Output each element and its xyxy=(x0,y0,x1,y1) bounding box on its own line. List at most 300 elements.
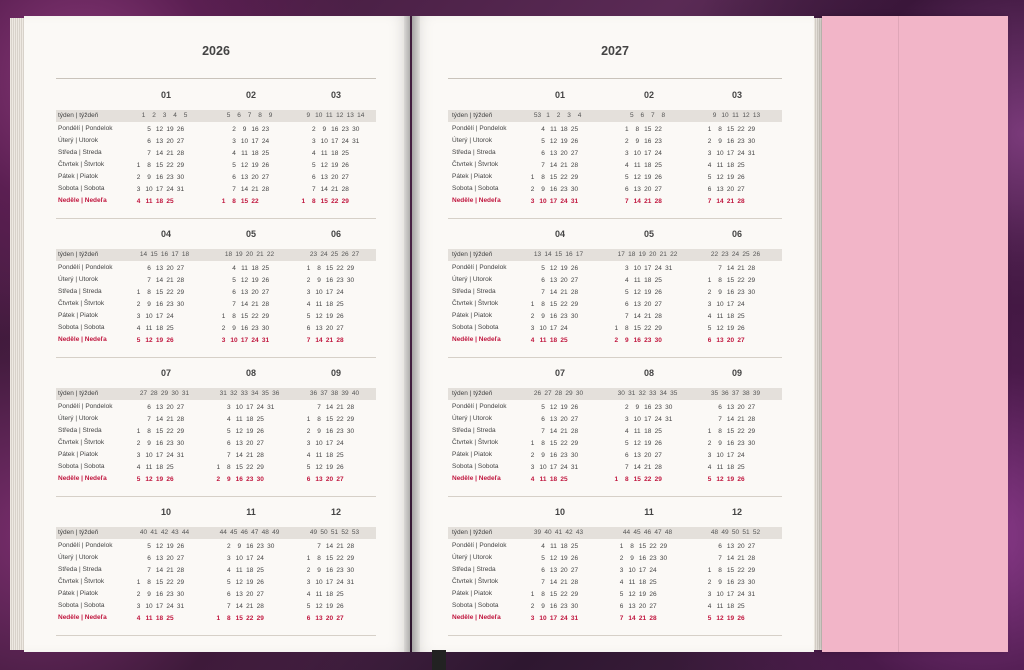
calendar-date: 8 xyxy=(317,265,321,272)
calendar-date: 25 xyxy=(737,313,745,320)
calendar-date: 13 xyxy=(628,603,636,610)
calendar-date: 9 xyxy=(147,301,151,308)
calendar-date: 23 xyxy=(251,325,259,332)
calendar-date: 17 xyxy=(726,301,735,308)
calendar-date: 16 xyxy=(246,543,254,550)
calendar-date: 28 xyxy=(176,567,185,574)
calendar-date: 21 xyxy=(737,555,745,562)
calendar-date: 24 xyxy=(166,603,174,610)
week-number: 31 xyxy=(181,390,190,397)
month-title: 05 xyxy=(643,229,654,239)
calendar-date: 23 xyxy=(336,428,344,435)
month-title: 01 xyxy=(160,90,171,100)
calendar-date: 22 xyxy=(737,428,745,435)
calendar-date: 20 xyxy=(644,452,652,459)
week-number: 38 xyxy=(330,390,339,397)
month-title: 07 xyxy=(554,368,565,378)
calendar-date: 25 xyxy=(336,452,344,459)
month-title: 12 xyxy=(330,507,341,517)
calendar-date: 15 xyxy=(155,162,164,169)
calendar-date: 4 xyxy=(311,150,316,157)
calendar-date: 27 xyxy=(341,174,349,181)
calendar-date: 6 xyxy=(232,289,236,296)
calendar-date: 17 xyxy=(638,567,647,574)
sunday-date: 22 xyxy=(331,198,339,205)
calendar-date: 23 xyxy=(166,440,174,447)
calendar-date: 14 xyxy=(726,555,735,562)
calendar-date: 13 xyxy=(240,289,249,296)
calendar-date: 6 xyxy=(707,186,712,193)
calendar-date: 19 xyxy=(560,555,568,562)
sunday-date: 3 xyxy=(530,615,535,622)
calendar-date: 15 xyxy=(325,416,334,423)
month-title: 04 xyxy=(554,229,565,239)
calendar-date: 25 xyxy=(166,325,174,332)
calendar-date: 11 xyxy=(633,277,641,284)
sunday-date: 19 xyxy=(726,476,735,483)
week-number: 14 xyxy=(139,251,148,258)
calendar-date: 17 xyxy=(726,452,735,459)
week-number: 50 xyxy=(320,529,328,536)
calendar-date: 19 xyxy=(166,126,174,133)
day-label: Středa | Streda xyxy=(58,427,102,434)
calendar-date: 17 xyxy=(726,150,735,157)
day-label: Čtvrtek | Štvrtok xyxy=(452,161,499,168)
calendar-date: 31 xyxy=(747,591,756,598)
calendar-date: 3 xyxy=(306,289,311,296)
calendar-date: 9 xyxy=(718,289,722,296)
calendar-date: 11 xyxy=(235,567,243,574)
week-label: týden | týždeň xyxy=(58,251,99,258)
calendar-date: 30 xyxy=(176,440,185,447)
calendar-date: 15 xyxy=(240,313,249,320)
calendar-date: 10 xyxy=(235,404,243,411)
calendar-date: 13 xyxy=(155,138,164,145)
calendar-date: 24 xyxy=(336,289,344,296)
calendar-date: 29 xyxy=(659,543,668,550)
sunday-date: 5 xyxy=(136,476,141,483)
calendar-date: 7 xyxy=(311,186,316,193)
sunday-date: 20 xyxy=(325,615,334,622)
calendar-date: 7 xyxy=(147,150,151,157)
calendar-date: 16 xyxy=(638,555,647,562)
calendar-date: 26 xyxy=(336,313,344,320)
calendar-date: 14 xyxy=(320,186,328,193)
calendar-date: 15 xyxy=(726,126,735,133)
day-label-sunday: Neděle | Nedeľa xyxy=(58,614,107,621)
week-number: 13 xyxy=(533,251,542,258)
calendar-date: 7 xyxy=(541,289,545,296)
week-number: 1 xyxy=(546,112,550,119)
calendar-date: 4 xyxy=(707,162,712,169)
week-number: 1 xyxy=(141,112,146,119)
calendar-date: 18 xyxy=(560,543,568,550)
week-number: 35 xyxy=(710,390,719,397)
calendar-date: 7 xyxy=(624,313,629,320)
calendar-date: 6 xyxy=(541,277,545,284)
calendar-date: 25 xyxy=(737,464,745,471)
week-number: 35 xyxy=(261,390,269,397)
calendar-date: 26 xyxy=(336,603,344,610)
calendar-date: 21 xyxy=(166,150,174,157)
calendar-date: 5 xyxy=(306,603,311,610)
calendar-date: 19 xyxy=(325,464,334,471)
week-number: 19 xyxy=(235,251,243,258)
calendar-date: 2 xyxy=(707,138,712,145)
day-label: Pondělí | Pondelok xyxy=(58,125,113,132)
calendar-date: 15 xyxy=(155,579,164,586)
week-number: 22 xyxy=(266,251,275,258)
month-title: 11 xyxy=(644,507,654,517)
week-number: 9 xyxy=(712,112,717,119)
week-number: 42 xyxy=(160,529,169,536)
calendar-date: 3 xyxy=(624,416,629,423)
sunday-date: 23 xyxy=(246,476,254,483)
month-title: 05 xyxy=(245,229,256,239)
week-number: 45 xyxy=(633,529,641,536)
calendar-date: 9 xyxy=(630,555,634,562)
calendar-date: 24 xyxy=(166,452,174,459)
calendar-date: 26 xyxy=(256,579,264,586)
calendar-date: 11 xyxy=(628,579,636,586)
calendar-date: 20 xyxy=(737,543,745,550)
calendar-date: 2 xyxy=(707,579,712,586)
sunday-date: 14 xyxy=(716,198,724,205)
calendar-date: 27 xyxy=(256,591,264,598)
calendar-date: 5 xyxy=(624,440,629,447)
week-number: 27 xyxy=(351,251,360,258)
calendar-date: 12 xyxy=(633,289,641,296)
day-label: Středa | Streda xyxy=(452,427,496,434)
calendar-date: 28 xyxy=(346,543,355,550)
calendar-date: 27 xyxy=(176,555,185,562)
week-number: 15 xyxy=(150,251,158,258)
calendar-date: 28 xyxy=(176,277,185,284)
calendar-date: 3 xyxy=(306,579,311,586)
sunday-date: 17 xyxy=(549,198,558,205)
calendar-date: 1 xyxy=(221,313,226,320)
day-label: Pondělí | Pondelok xyxy=(452,542,507,549)
calendar-date: 6 xyxy=(624,186,629,193)
sunday-date: 1 xyxy=(614,476,619,483)
sunday-date: 30 xyxy=(654,337,662,344)
calendar-date: 25 xyxy=(737,603,745,610)
calendar-date: 8 xyxy=(630,543,634,550)
calendar-date: 10 xyxy=(539,464,547,471)
week-number: 43 xyxy=(575,529,584,536)
calendar-date: 19 xyxy=(325,603,334,610)
week-number: 8 xyxy=(258,112,262,119)
calendar-date: 6 xyxy=(226,440,231,447)
sunday-date: 21 xyxy=(726,198,735,205)
calendar-date: 25 xyxy=(261,150,270,157)
sunday-date: 25 xyxy=(560,337,568,344)
calendar-date: 17 xyxy=(549,325,558,332)
calendar-date: 3 xyxy=(707,301,712,308)
calendar-date: 10 xyxy=(315,579,323,586)
calendar-date: 7 xyxy=(317,543,321,550)
calendar-date: 5 xyxy=(311,162,316,169)
calendar-date: 13 xyxy=(235,591,243,598)
calendar-date: 1 xyxy=(707,567,712,574)
calendar-date: 12 xyxy=(155,126,164,133)
block-divider xyxy=(448,218,782,219)
calendar-date: 19 xyxy=(246,428,254,435)
calendar-date: 8 xyxy=(718,567,722,574)
calendar-date: 15 xyxy=(549,440,558,447)
calendar-date: 11 xyxy=(633,162,641,169)
sunday-date: 5 xyxy=(707,476,712,483)
calendar-date: 2 xyxy=(136,301,141,308)
calendar-date: 30 xyxy=(570,313,579,320)
sunday-date: 22 xyxy=(246,615,254,622)
sunday-date: 14 xyxy=(628,615,636,622)
week-number: 10 xyxy=(721,112,729,119)
calendar-date: 28 xyxy=(654,313,662,320)
calendar-date: 11 xyxy=(716,464,724,471)
sunday-date: 12 xyxy=(716,615,724,622)
calendar-date: 25 xyxy=(336,301,344,308)
calendar-date: 10 xyxy=(145,186,153,193)
calendar-date: 2 xyxy=(619,555,624,562)
day-label: Pátek | Piatok xyxy=(58,451,98,458)
calendar-date: 24 xyxy=(737,301,745,308)
week-number: 13 xyxy=(346,112,354,119)
calendar-date: 28 xyxy=(747,265,756,272)
calendar-date: 9 xyxy=(541,452,545,459)
calendar-date: 21 xyxy=(251,301,259,308)
day-label: Pátek | Piatok xyxy=(452,312,492,319)
calendar-date: 10 xyxy=(145,452,153,459)
week-number: 31 xyxy=(628,390,636,397)
calendar-date: 16 xyxy=(155,591,164,598)
week-number: 26 xyxy=(341,251,349,258)
calendar-date: 19 xyxy=(644,440,652,447)
sunday-date: 12 xyxy=(145,337,153,344)
calendar-date: 31 xyxy=(176,452,185,459)
calendar-date: 3 xyxy=(311,138,316,145)
calendar-date: 30 xyxy=(747,579,756,586)
calendar-date: 12 xyxy=(235,579,243,586)
calendar-date: 26 xyxy=(654,289,662,296)
week-number: 32 xyxy=(230,390,238,397)
calendar-date: 7 xyxy=(718,416,722,423)
day-label: Pátek | Piatok xyxy=(452,590,492,597)
week-number: 8 xyxy=(661,112,666,119)
calendar-date: 15 xyxy=(726,277,735,284)
sunday-date: 16 xyxy=(235,476,243,483)
calendar-date: 20 xyxy=(560,416,568,423)
calendar-date: 16 xyxy=(644,404,652,411)
sunday-date: 26 xyxy=(166,476,174,483)
calendar-date: 25 xyxy=(341,150,349,157)
calendar-date: 8 xyxy=(232,313,236,320)
week-number: 27 xyxy=(544,390,552,397)
calendar-date: 11 xyxy=(315,452,323,459)
sunday-date: 18 xyxy=(549,337,558,344)
week-number: 34 xyxy=(251,390,259,397)
week-number: 28 xyxy=(554,390,563,397)
calendar-date: 21 xyxy=(246,603,254,610)
sunday-date: 27 xyxy=(336,476,344,483)
calendar-date: 14 xyxy=(549,289,558,296)
sunday-date: 3 xyxy=(530,198,535,205)
sunday-date: 18 xyxy=(155,615,164,622)
calendar-date: 27 xyxy=(747,543,756,550)
calendar-date: 9 xyxy=(541,186,545,193)
week-number: 5 xyxy=(183,112,188,119)
calendar-date: 5 xyxy=(226,579,231,586)
calendar-date: 25 xyxy=(649,579,657,586)
calendar-date: 10 xyxy=(539,325,547,332)
sunday-date: 26 xyxy=(166,337,174,344)
week-number: 16 xyxy=(160,251,169,258)
month-title: 09 xyxy=(330,368,341,378)
week-number: 53 xyxy=(351,529,360,536)
calendar-date: 27 xyxy=(256,440,264,447)
bookmark-ribbon[interactable] xyxy=(432,650,446,670)
week-number: 12 xyxy=(742,112,750,119)
calendar-date: 26 xyxy=(336,464,344,471)
calendar-date: 10 xyxy=(716,150,724,157)
calendar-date: 9 xyxy=(718,440,722,447)
calendar-date: 30 xyxy=(176,174,185,181)
day-label: Sobota | Sobota xyxy=(58,602,105,609)
calendar-date: 3 xyxy=(530,325,535,332)
calendar-date: 2 xyxy=(221,325,226,332)
week-number: 41 xyxy=(554,529,563,536)
calendar-date: 26 xyxy=(176,126,185,133)
calendar-date: 3 xyxy=(306,440,311,447)
week-number: 12 xyxy=(336,112,344,119)
calendar-date: 13 xyxy=(240,174,249,181)
calendar-date: 16 xyxy=(549,186,558,193)
calendar-date: 12 xyxy=(549,404,558,411)
calendar-date: 29 xyxy=(747,428,756,435)
calendar-date: 20 xyxy=(251,174,259,181)
week-number: 17 xyxy=(171,251,179,258)
day-label-sunday: Neděle | Nedeľa xyxy=(452,475,501,482)
sunday-date: 12 xyxy=(716,476,724,483)
calendar-date: 16 xyxy=(251,126,259,133)
week-number: 36 xyxy=(721,390,729,397)
calendar-date: 2 xyxy=(530,186,535,193)
calendar-date: 18 xyxy=(325,591,334,598)
calendar-date: 18 xyxy=(251,150,259,157)
calendar-date: 28 xyxy=(570,162,579,169)
sunday-date: 24 xyxy=(251,337,259,344)
calendar-date: 6 xyxy=(147,555,151,562)
calendar-date: 5 xyxy=(624,174,629,181)
calendar-date: 3 xyxy=(707,150,712,157)
calendar-date: 13 xyxy=(235,440,243,447)
day-label: Čtvrtek | Štvrtok xyxy=(58,439,105,446)
calendar-date: 18 xyxy=(331,150,339,157)
day-label: Pátek | Piatok xyxy=(452,173,492,180)
sunday-date: 15 xyxy=(320,198,328,205)
month-title: 08 xyxy=(245,368,256,378)
block-divider xyxy=(448,496,782,497)
calendar-date: 19 xyxy=(560,138,568,145)
calendar-date: 4 xyxy=(707,464,712,471)
sunday-date: 7 xyxy=(619,615,624,622)
calendar-date: 31 xyxy=(176,186,185,193)
calendar-date: 30 xyxy=(176,301,185,308)
sunday-date: 1 xyxy=(301,198,306,205)
calendar-date: 29 xyxy=(570,301,579,308)
sunday-date: 4 xyxy=(136,615,141,622)
week-number: 21 xyxy=(659,251,667,258)
sunday-date: 9 xyxy=(226,476,231,483)
sunday-date: 18 xyxy=(155,198,164,205)
week-label: týden | týždeň xyxy=(452,390,493,397)
month-title: 10 xyxy=(160,507,171,517)
calendar-date: 3 xyxy=(136,452,141,459)
week-number: 47 xyxy=(251,529,259,536)
calendar-date: 7 xyxy=(317,404,321,411)
calendar-date: 21 xyxy=(166,277,174,284)
sunday-date: 14 xyxy=(633,198,641,205)
calendar-date: 2 xyxy=(311,126,316,133)
week-number: 27 xyxy=(139,390,148,397)
calendar-date: 4 xyxy=(624,428,629,435)
calendar-date: 22 xyxy=(336,265,344,272)
calendar-date: 3 xyxy=(619,567,624,574)
calendar-date: 21 xyxy=(166,567,174,574)
calendar-date: 27 xyxy=(570,277,579,284)
calendar-date: 13 xyxy=(633,301,641,308)
calendar-date: 24 xyxy=(560,464,568,471)
calendar-date: 6 xyxy=(306,325,311,332)
sunday-date: 3 xyxy=(221,337,226,344)
day-label: Středa | Streda xyxy=(58,288,102,295)
calendar-date: 7 xyxy=(541,579,545,586)
calendar-date: 7 xyxy=(541,162,545,169)
calendar-date: 3 xyxy=(232,138,236,145)
calendar-date: 8 xyxy=(718,428,722,435)
day-label: Sobota | Sobota xyxy=(452,185,499,192)
week-number: 3 xyxy=(162,112,167,119)
week-number: 51 xyxy=(330,529,339,536)
week-number: 22 xyxy=(710,251,719,258)
sunday-date: 30 xyxy=(256,476,264,483)
calendar-date: 9 xyxy=(317,277,321,284)
calendar-date: 19 xyxy=(246,579,254,586)
calendar-date: 9 xyxy=(317,567,321,574)
calendar-date: 26 xyxy=(570,138,579,145)
calendar-date: 14 xyxy=(549,162,558,169)
calendar-date: 21 xyxy=(251,186,259,193)
calendar-date: 12 xyxy=(716,325,724,332)
calendar-date: 29 xyxy=(261,313,270,320)
calendar-date: 1 xyxy=(624,126,629,133)
calendar-date: 8 xyxy=(541,591,545,598)
calendar-date: 13 xyxy=(716,186,724,193)
sunday-date: 13 xyxy=(716,337,724,344)
calendar-date: 30 xyxy=(346,277,355,284)
calendar-date: 25 xyxy=(166,464,174,471)
calendar-date: 23 xyxy=(261,126,270,133)
calendar-date: 18 xyxy=(246,416,254,423)
calendar-date: 27 xyxy=(176,404,185,411)
left-page-edges xyxy=(10,18,24,650)
calendar-date: 20 xyxy=(737,404,745,411)
calendar-date: 4 xyxy=(624,277,629,284)
calendar-date: 1 xyxy=(707,277,712,284)
calendar-date: 29 xyxy=(747,567,756,574)
week-label: týden | týždeň xyxy=(58,112,99,119)
calendar-date: 24 xyxy=(166,313,174,320)
